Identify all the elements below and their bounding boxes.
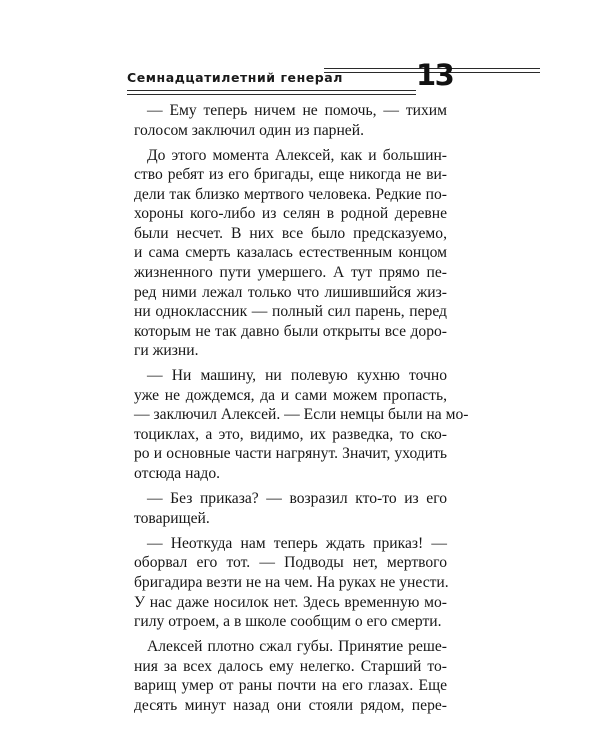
text-line: ния за всех далось ему нелегко. Старший то- — [134, 657, 447, 675]
text-line: У нас даже носилок нет. Здесь временную мо- — [134, 593, 447, 611]
text-line: ро и основные части нагрянут. Значит, уходить — [134, 445, 447, 463]
text-line: ред ними лежал только что лишившийся жиз- — [134, 283, 447, 301]
text-line: — Ему теперь ничем не помочь, — тихим — [147, 102, 447, 119]
text-line: оборвал его тот. — Подводы нет, мертвого — [134, 554, 447, 572]
text-line: отсюда надо. — [134, 465, 221, 483]
running-head — [127, 56, 454, 96]
text-line: жизненного пути умершего. А тут прямо пе- — [134, 263, 447, 281]
header-rule-bottom-second — [127, 94, 416, 95]
text-line: голосом заключил один из парней. — [134, 121, 364, 139]
text-line: ство ребят из его бригады, еще никогда не ви- — [134, 166, 447, 184]
text-line: гилу отроем, а в школе сообщим о его смерти. — [134, 613, 442, 631]
running-title: Семнадцатилетний генерал — [127, 70, 343, 85]
text-line: — Ни машину, ни полевую кухню точно — [147, 367, 447, 385]
paragraph — [134, 366, 469, 483]
body-text — [134, 101, 469, 721]
text-line: Алексей плотно сжал губы. Принятие реше- — [147, 638, 447, 656]
text-line: хороны кого-либо из селян в родной деревне — [134, 205, 447, 223]
text-line: дели так близко мертвого человека. Редкие по- — [134, 185, 447, 203]
paragraph — [134, 534, 447, 632]
paragraph — [134, 489, 447, 528]
page-number: 13 — [416, 58, 454, 92]
text-line: До этого момента Алексей, как и большин- — [147, 146, 447, 164]
text-line: десять минут назад они стояли рядом, пере- — [134, 696, 447, 714]
text-line: тоциклах, а это, видимо, их разведка, то ско- — [134, 425, 447, 443]
text-line: уже не дождемся, да и сами можем пропасть, — [134, 386, 447, 404]
paragraph — [134, 146, 447, 361]
text-line: — Неоткуда нам теперь ждать приказ! — — [147, 534, 447, 552]
header-rule-bottom — [127, 90, 416, 91]
text-line: ги жизни. — [134, 342, 199, 360]
paragraph — [134, 637, 447, 715]
paragraph — [134, 101, 447, 140]
text-line: бригадира везти не на чем. На руках не унести. — [134, 573, 449, 591]
text-line: были несчет. В них все было предсказуемо, — [134, 224, 447, 242]
text-line: которым не так давно были открыты все доро- — [134, 322, 447, 340]
text-line: ни одноклассник — полный сил парень, перед — [134, 303, 447, 321]
text-line: и сама смерть казалась естественным концом — [134, 244, 447, 262]
text-line: товарищей. — [134, 509, 210, 527]
text-line: варищ умер от раны почти на его глазах. Еще — [134, 677, 447, 695]
text-line: — Без приказа? — возразил кто-то из его — [147, 490, 447, 508]
text-line: — заключил Алексей. — Если немцы были на мо- — [134, 406, 469, 424]
